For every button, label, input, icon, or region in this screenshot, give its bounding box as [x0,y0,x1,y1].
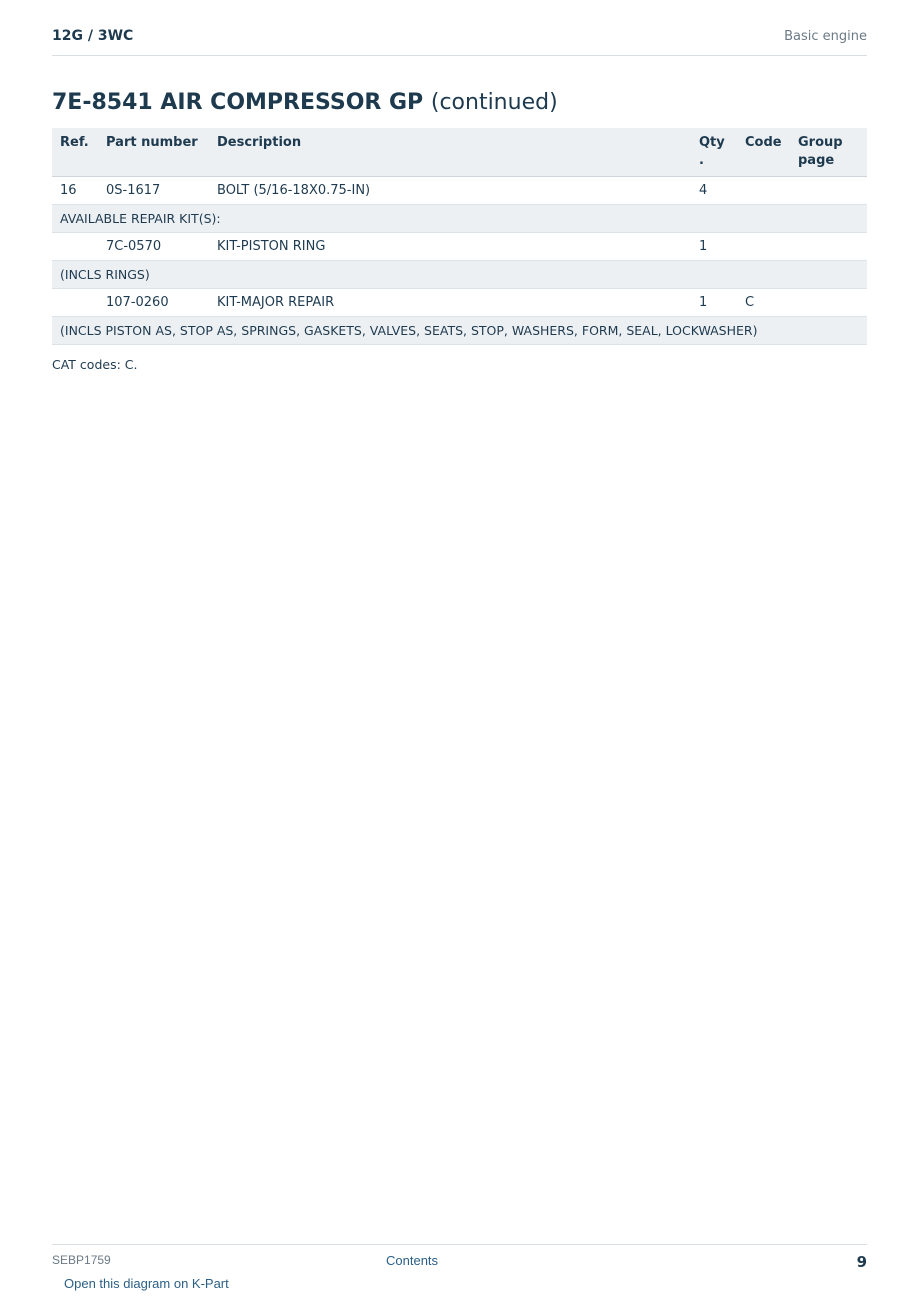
table-row [52,288,867,316]
section-name: Basic engine [784,29,867,44]
page-title [52,88,558,118]
parts-table-header [52,128,867,176]
cell-ref: 16 [52,176,98,204]
parts-table [52,128,867,345]
cell-code [737,232,790,260]
col-group-page: Group page [790,128,867,176]
page-title-suffix: (continued) [430,90,558,115]
cell-qty: 1 [691,232,737,260]
cell-part-number: 0S-1617 [98,176,209,204]
document-number: SEBP1759 [52,1253,111,1267]
cell-ref [52,232,98,260]
page-header [52,28,867,56]
note-text: AVAILABLE REPAIR KIT(S): [52,204,867,232]
page-number: 9 [856,1253,867,1271]
note-text: (INCLS RINGS) [52,260,867,288]
col-description: Description [209,128,691,176]
note-text: (INCLS PISTON AS, STOP AS, SPRINGS, GASKETS, VALVES, SEATS, STOP, WASHERS, FORM, SEAL, LOCKWASHER) [52,316,867,344]
col-part-number: Part number [98,128,209,176]
cell-description: KIT-PISTON RING [209,232,691,260]
cell-description: BOLT (5/16-18X0.75-IN) [209,176,691,204]
note-row [52,316,867,344]
cell-code: C [737,288,790,316]
page-title-main: 7E-8541 AIR COMPRESSOR GP [52,90,424,115]
cell-code [737,176,790,204]
cat-codes: CAT codes: C. [52,357,138,372]
cell-qty: 1 [691,288,737,316]
col-code: Code [737,128,790,176]
col-qty: Qty . [691,128,737,176]
cell-qty: 4 [691,176,737,204]
parts-table-body [52,176,867,344]
col-ref: Ref. [52,128,98,176]
header-row [52,128,867,176]
cell-group-page [790,232,867,260]
cell-group-page [790,288,867,316]
note-row [52,260,867,288]
cell-part-number: 7C-0570 [98,232,209,260]
breadcrumb: 12G / 3WC [52,28,134,44]
cell-part-number: 107-0260 [98,288,209,316]
contents-link[interactable]: Contents [386,1253,439,1268]
cell-description: KIT-MAJOR REPAIR [209,288,691,316]
table-row [52,232,867,260]
cell-ref [52,288,98,316]
table-row [52,176,867,204]
cell-group-page [790,176,867,204]
kpart-link[interactable]: Open this diagram on K-Part [64,1276,229,1291]
page-footer [52,1244,867,1275]
note-row [52,204,867,232]
